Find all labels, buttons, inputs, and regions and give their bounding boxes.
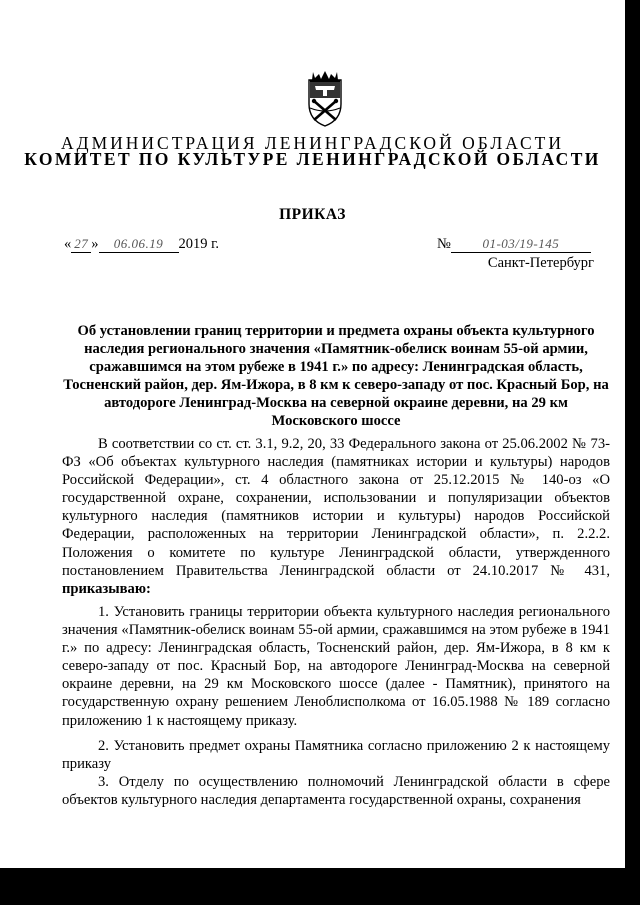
date-quote-open: « bbox=[64, 236, 72, 252]
order-subject: Об установлении границ территории и предмета охраны объекта культурного наследия регионального значения «Памятник-обелиск воинам 55-ой армии, сражавшимся на этом рубеже в 1941 г.» по адресу: Ленинградская область, Тосненский район, дер. Ям-Ижора, в 8 км к северо-западу от пос. Красный Бор, на автодороге Ленинград-Москва на северной окраине деревни, на 29 км Московского шоссе bbox=[63, 323, 609, 429]
order-item-2: 2. Установить предмет охраны Памятника согласно приложению 2 к настоящему приказу bbox=[62, 738, 610, 773]
scan-border-right bbox=[625, 0, 640, 868]
date-year: 2019 г. bbox=[178, 236, 220, 252]
number-sign: № bbox=[437, 236, 451, 252]
committee-name: КОМИТЕТ ПО КУЛЬТУРЕ ЛЕНИНГРАДСКОЙ ОБЛАСТИ bbox=[24, 149, 601, 169]
preamble-text: В соответствии со ст. ст. 3.1, 9.2, 20, 33 Федерального закона от 25.06.2002 № 73-ФЗ «Об объектах культурного наследия (памятниках истории и культуры) народов Российской Федерации», ст. 4 областного закона от 25.12.2015 № 140-оз «О государственной охране, сохранении, использовании и популяризации объектов культурного наследия (памятников истории и культуры) народов Российской Федерации, расположенных на территории Ленинградской области», п. 2.2.2. Положения о комитете по культуре Ленинградской области, утвержденного постановлением Правительства Ленинградской области от 24.10.2017 № 431, bbox=[62, 436, 610, 579]
order-item-3: 3. Отделу по осуществлению полномочий Ленинградской области в сфере объектов культурного наследия департамента государственной охраны, сохранения bbox=[62, 774, 610, 809]
document-city: Санкт-Петербург bbox=[487, 255, 594, 271]
order-item-1: 1. Установить границы территории объекта культурного наследия регионального значения «Памятник-обелиск воинам 55-ой армии, сражавшимся на этом рубеже в 1941 г.» по адресу: Ленинградская область, Тосненский район, дер. Ям-Ижора, в 8 км к северо-западу от пос. Красный Бор, на автодороге Ленинград-Москва на северной окраине деревни, на 29 км Московского шоссе (далее - Памятник), принятого на государственную охрану решением Леноблисполкома от 16.05.1988 № 189 согласно приложению 1 к настоящему приказу. bbox=[62, 604, 610, 729]
date-month: 06.06.19 bbox=[99, 236, 179, 253]
date-day: 27 bbox=[71, 236, 91, 253]
date-quote-close: » bbox=[91, 236, 99, 252]
preamble-paragraph bbox=[62, 435, 610, 598]
scan-border-bottom bbox=[0, 868, 640, 905]
document-title: ПРИКАЗ bbox=[279, 206, 346, 223]
document-date bbox=[64, 236, 219, 253]
document-number bbox=[437, 236, 592, 253]
coat-of-arms-icon bbox=[301, 68, 349, 128]
administration-name: АДМИНИСТРАЦИЯ ЛЕНИНГРАДСКОЙ ОБЛАСТИ bbox=[61, 133, 564, 153]
number-value: 01-03/19-145 bbox=[451, 236, 591, 253]
order-word: приказываю: bbox=[62, 580, 151, 597]
